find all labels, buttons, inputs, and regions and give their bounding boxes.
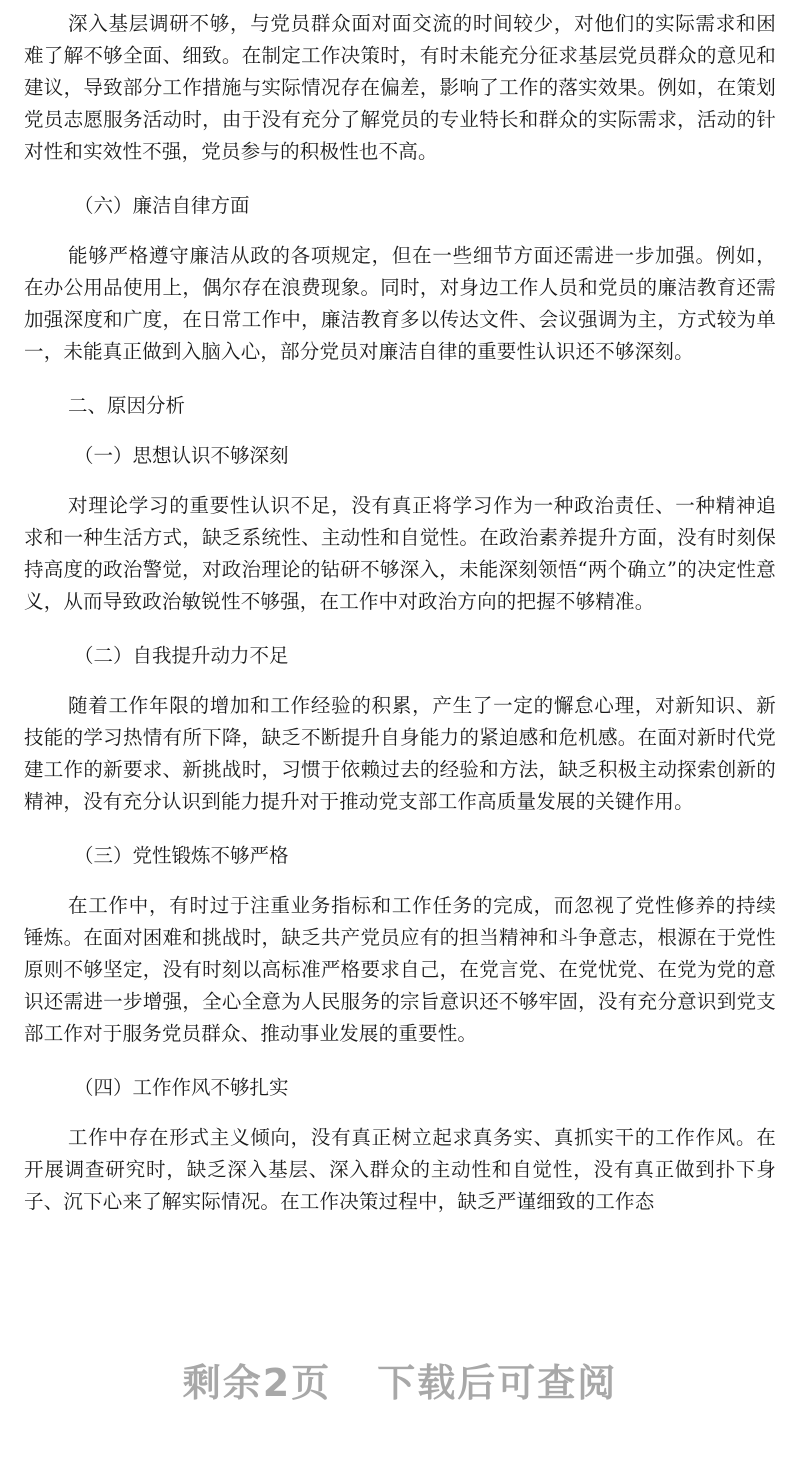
section-heading-cause-analysis: 二、原因分析 bbox=[68, 394, 186, 417]
paragraph-self-improvement: 随着工作年限的增加和工作经验的积累，产生了一定的懈怠心理，对新知识、新技能的学习热情有所下降，缺乏不断提升自身能力的紧迫感和危机感。在面对新时代党建工作的新要求、新挑战时，习惯于依赖过去的经验和方法，缺乏积极主动探索创新的精神，没有充分认识到能力提升对于推动党支部工作高质量发展的关键作用。 bbox=[24, 694, 776, 813]
subheading-integrity: （六）廉洁自律方面 bbox=[74, 194, 250, 217]
download-prompt-banner[interactable] bbox=[0, 1352, 800, 1407]
paragraph-research: 深入基层调研不够，与党员群众面对面交流的时间较少，对他们的实际需求和困难了解不够全面、细致。在制定工作决策时，有时未能充分征求基层党员群众的意见和建议，导致部分工作措施与实际情况存在偏差，影响了工作的落实效果。例如，在策划党员志愿服务活动时，由于没有充分了解党员的专业特长和群众的实际需求，活动的针对性和实效性不强，党员参与的积极性也不高。 bbox=[24, 12, 776, 163]
paragraph-work-style: 工作中存在形式主义倾向，没有真正树立起求真务实、真抓实干的工作作风。在开展调查研究时，缺乏深入基层、深入群众的主动性和自觉性，没有真正做到扑下身子、沉下心来了解实际情况。在工作决策过程中，缺乏严谨细致的工作态 bbox=[24, 1126, 776, 1213]
subheading-work-style: （四）工作作风不够扎实 bbox=[74, 1076, 289, 1099]
remaining-pages-label: 剩余2页 bbox=[182, 1361, 332, 1405]
paragraph-party-spirit: 在工作中，有时过于注重业务指标和工作任务的完成，而忽视了党性修养的持续锤炼。在面对困难和挑战时，缺乏共产党员应有的担当精神和斗争意志，根源在于党性原则不够坚定，没有时刻以高标准严格要求自己，在党言党、在党忧党、在党为党的意识还需进一步增强，全心全意为人民服务的宗旨意识还不够牢固，没有充分意识到党支部工作对于服务党员群众、推动事业发展的重要性。 bbox=[24, 894, 776, 1045]
paragraph-ideology: 对理论学习的重要性认识不足，没有真正将学习作为一种政治责任、一种精神追求和一种生活方式，缺乏系统性、主动性和自觉性。在政治素养提升方面，没有时刻保持高度的政治警觉，对政治理论的钻研不够深入，未能深刻领悟“两个确立”的决定性意义，从而导致政治敏锐性不够强，在工作中对政治方向的把握不够精准。 bbox=[24, 494, 776, 613]
download-to-view-label: 下载后可查阅 bbox=[377, 1361, 618, 1405]
subheading-ideology: （一）思想认识不够深刻 bbox=[74, 444, 289, 467]
subheading-party-spirit: （三）党性锻炼不够严格 bbox=[74, 844, 289, 867]
document-body bbox=[24, 8, 776, 1218]
paragraph-integrity: 能够严格遵守廉洁从政的各项规定，但在一些细节方面还需进一步加强。例如，在办公用品使用上，偶尔存在浪费现象。同时，对身边工作人员和党员的廉洁教育还需加强深度和广度，在日常工作中，廉洁教育多以传达文件、会议强调为主，方式较为单一，未能真正做到入脑入心，部分党员对廉洁自律的重要性认识还不够深刻。 bbox=[24, 244, 776, 363]
subheading-self-improvement: （二）自我提升动力不足 bbox=[74, 644, 289, 667]
